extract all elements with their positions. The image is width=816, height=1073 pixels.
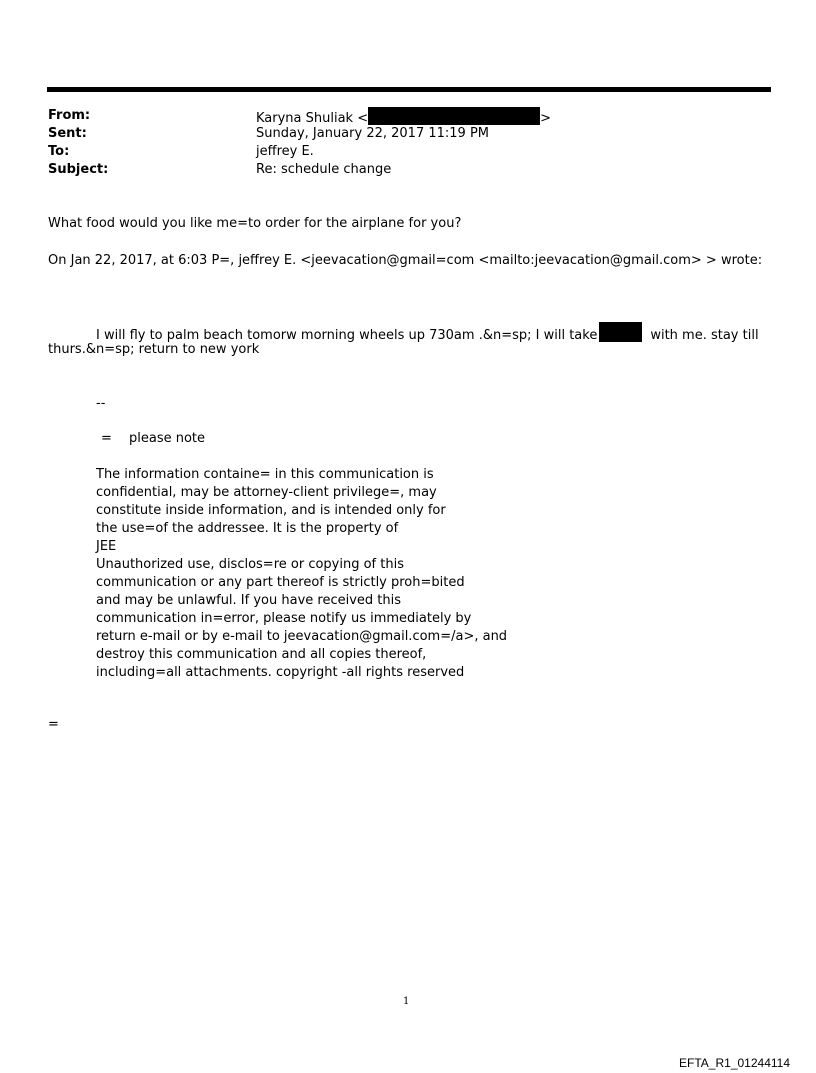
- disclaimer-line: JEE: [96, 539, 117, 554]
- redaction-email: [368, 107, 540, 125]
- disclaimer-line: the use=of the addressee. It is the property of: [96, 521, 399, 536]
- quoted-message-part-2: with me. stay till: [650, 328, 759, 343]
- signature-dashes: --: [96, 396, 106, 411]
- from-name: Karyna Shuliak: [256, 111, 354, 126]
- note-text: please note: [129, 431, 206, 446]
- disclaimer-line: communication or any part thereof is strictly proh=bited: [96, 575, 465, 590]
- quote-intro: On Jan 22, 2017, at 6:03 P=, jeffrey E. <jeevacation@gmail=com <mailto:jeevacation@gmail.com> > wrote:: [48, 253, 763, 268]
- body-question: What food would you like me=to order for the airplane for you?: [48, 216, 462, 231]
- sent-label: Sent:: [48, 126, 87, 141]
- disclaimer-line: The information containe= in this communication is: [96, 467, 434, 482]
- from-open-bracket: <: [357, 111, 369, 126]
- trailing-equals: =: [48, 717, 59, 732]
- quoted-message-part-1: I will fly to palm beach tomorw morning wheels up 730am .&n=sp; I will take: [96, 328, 598, 343]
- disclaimer-line: Unauthorized use, disclos=re or copying of this: [96, 557, 404, 572]
- disclaimer-line: constitute inside information, and is intended only for: [96, 503, 446, 518]
- redaction-name: [599, 322, 642, 342]
- to-value: jeffrey E.: [256, 144, 314, 159]
- disclaimer-line: destroy this communication and all copies thereof,: [96, 647, 427, 662]
- disclaimer-line: communication in=error, please notify us immediately by: [96, 611, 472, 626]
- subject-value: Re: schedule change: [256, 162, 392, 177]
- disclaimer-line: confidential, may be attorney-client privilege=, may: [96, 485, 437, 500]
- disclaimer-line: return e-mail or by e-mail to jeevacation@gmail.com=/a>, and: [96, 629, 508, 644]
- disclaimer-line: and may be unlawful. If you have received this: [96, 593, 402, 608]
- note-equals: =: [101, 431, 112, 446]
- header-rule: [47, 87, 771, 92]
- subject-label: Subject:: [48, 162, 109, 177]
- to-label: To:: [48, 144, 70, 159]
- sent-value: Sunday, January 22, 2017 11:19 PM: [256, 126, 489, 141]
- disclaimer-line: including=all attachments. copyright -all rights reserved: [96, 665, 465, 680]
- document-id: EFTA_R1_01244114: [679, 1056, 790, 1070]
- page-number: 1: [403, 996, 410, 1007]
- from-label: From:: [48, 108, 91, 123]
- quoted-message-line-2: thurs.&n=sp; return to new york: [48, 342, 260, 357]
- from-close-bracket: >: [540, 111, 552, 126]
